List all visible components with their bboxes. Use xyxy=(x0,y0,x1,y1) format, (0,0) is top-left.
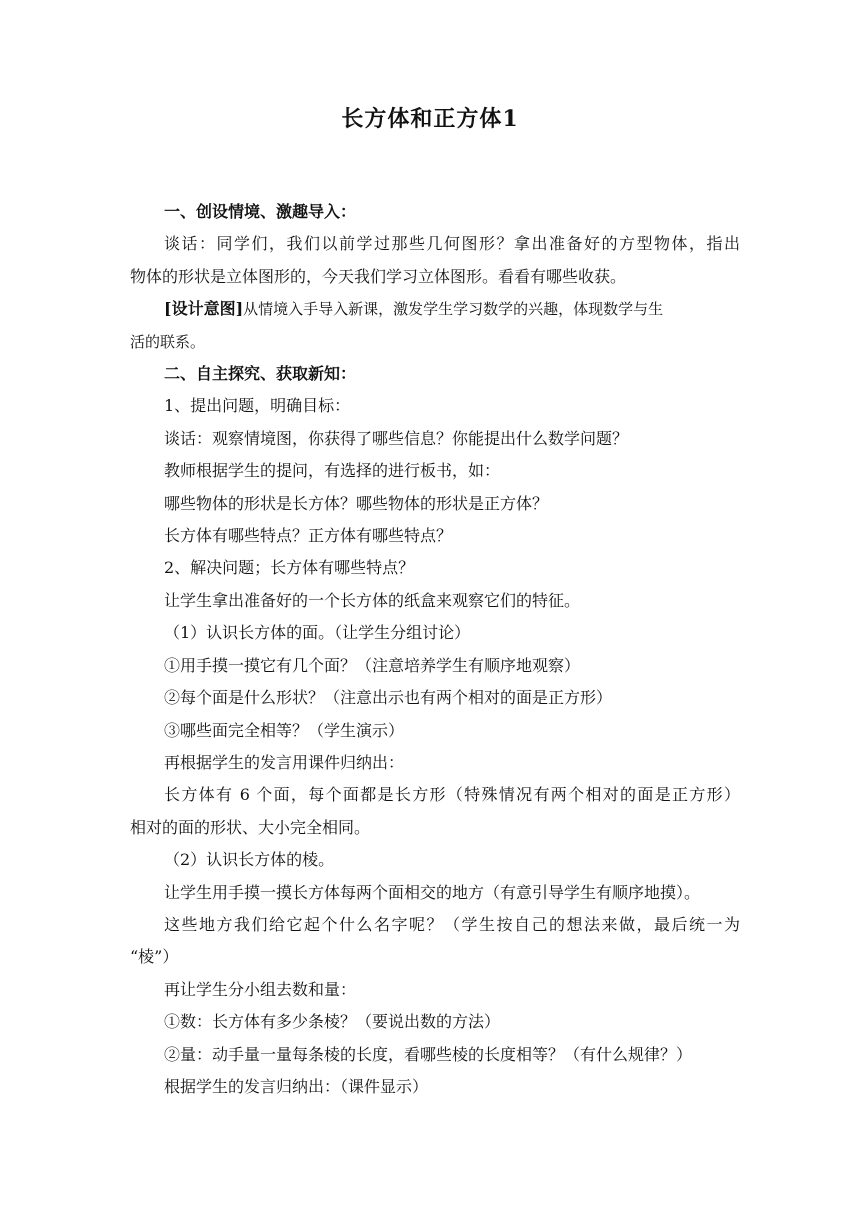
section-heading-2: 二、自主探究、获取新知： xyxy=(164,364,357,384)
design-intent-text: 活的联系。 xyxy=(130,332,206,351)
paragraph-line: ①用手摸一摸它有几个面？（注意培养学生有顺序地观察） xyxy=(164,655,581,675)
paragraph-line: 哪些物体的形状是长方体？哪些物体的形状是正方体？ xyxy=(164,493,549,513)
paragraph-line: ②量：动手量一量每条棱的长度，看哪些棱的长度相等？（有什么规律？） xyxy=(164,1044,693,1064)
section-heading-1: 一、创设情境、激趣导入： xyxy=(164,202,357,221)
paragraph-line: 再让学生分小组去数和量： xyxy=(164,979,357,999)
paragraph-line: 相对的面的形状、大小完全相同。 xyxy=(130,817,371,837)
paragraph-line: 根据学生的发言归纳出：（课件显示） xyxy=(164,1076,429,1096)
paragraph-line: 让学生拿出准备好的一个长方体的纸盒来观察它们的特征。 xyxy=(164,590,581,610)
paragraph-line: 长方体有 6 个面，每个面都是长方形（特殊情况有两个相对的面是正方形） xyxy=(164,785,740,805)
design-intent-text: 从情境入手导入新课，激发学生学习数学的兴趣，体现数学与生 xyxy=(243,300,664,319)
paragraph-line: “棱”） xyxy=(130,947,179,967)
paragraph-line: 1、提出问题，明确目标： xyxy=(164,396,351,416)
document-title: 长方体和正方体1 xyxy=(341,106,519,132)
paragraph-line: 教师根据学生的提问，有选择的进行板书，如： xyxy=(164,461,501,481)
paragraph-line: 物体的形状是立体图形的，今天我们学习立体图形。看看有哪些收获。 xyxy=(130,266,627,286)
paragraph-line: 再根据学生的发言用课件归纳出： xyxy=(164,752,405,772)
paragraph-line: 谈话：同学们，我们以前学过那些几何图形？拿出准备好的方型物体，指出 xyxy=(164,234,740,254)
paragraph-line: ①数：长方体有多少条棱？（要说出数的方法） xyxy=(164,1012,501,1032)
paragraph-line: 让学生用手摸一摸长方体每两个面相交的地方（有意引导学生有顺序地摸）。 xyxy=(164,882,701,902)
paragraph-line: 这些地方我们给它起个什么名字呢？（学生按自己的想法来做，最后统一为 xyxy=(164,914,740,934)
design-intent-line xyxy=(130,293,740,325)
paragraph-line: （2）认识长方体的棱。 xyxy=(164,850,335,870)
paragraph-line: 长方体有哪些特点？正方体有哪些特点？ xyxy=(164,526,453,546)
paragraph-line: 谈话：观察情境图，你获得了哪些信息？你能提出什么数学问题？ xyxy=(164,428,629,448)
paragraph-line: ③哪些面完全相等？（学生演示） xyxy=(164,720,405,740)
paragraph-line: （1）认识长方体的面。（让学生分组讨论） xyxy=(164,623,471,643)
design-intent-tag: [设计意图] xyxy=(164,299,244,319)
paragraph-line: ②每个面是什么形状？（注意出示也有两个相对的面是正方形） xyxy=(164,688,613,708)
document-body xyxy=(130,196,740,1103)
paragraph-line: 2、解决问题；长方体有哪些特点？ xyxy=(164,558,415,578)
design-intent-line-2 xyxy=(130,326,740,358)
